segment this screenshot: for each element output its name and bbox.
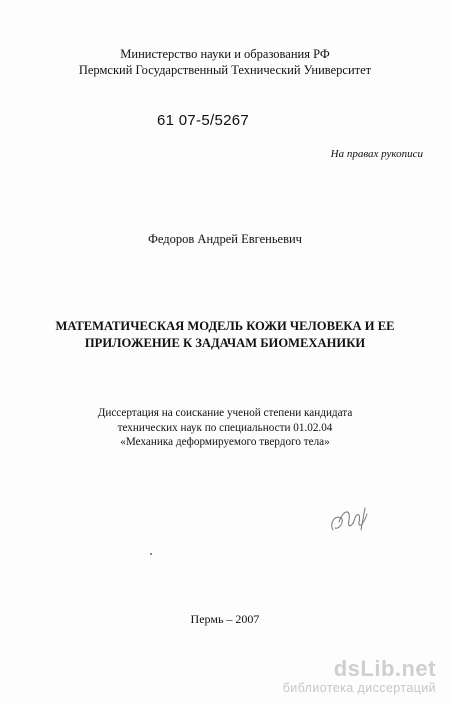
city-year: Пермь – 2007 — [190, 612, 260, 626]
rights-note: На правах рукописи — [330, 148, 423, 160]
watermark — [283, 657, 436, 695]
ministry-line: Министерство науки и образования РФ — [120, 47, 330, 61]
watermark-logo[interactable]: dsLib.net — [333, 656, 436, 681]
description-line-3: «Механика деформируемого твердого тела» — [120, 436, 330, 448]
signature-icon — [325, 500, 375, 540]
watermark-subtitle: библиотека диссертаций — [282, 681, 436, 695]
dissertation-description — [0, 406, 450, 450]
university-line: Пермский Государственный Технический Университет — [78, 63, 372, 77]
title-line-1: МАТЕМАТИЧЕСКАЯ МОДЕЛЬ КОЖИ ЧЕЛОВЕКА И ЕЕ — [55, 319, 395, 333]
author-name: Федоров Андрей Евгеньевич — [148, 232, 302, 246]
scan-speck — [150, 553, 152, 555]
title-line-2: ПРИЛОЖЕНИЕ К ЗАДАЧАМ БИОМЕХАНИКИ — [84, 336, 366, 350]
document-code: 61 07-5/5267 — [157, 112, 250, 129]
dissertation-title — [0, 318, 450, 352]
description-line-2: технических наук по специальности 01.02.04 — [117, 421, 333, 434]
description-line-1: Диссертация на соискание ученой степени кандидата — [97, 407, 353, 419]
